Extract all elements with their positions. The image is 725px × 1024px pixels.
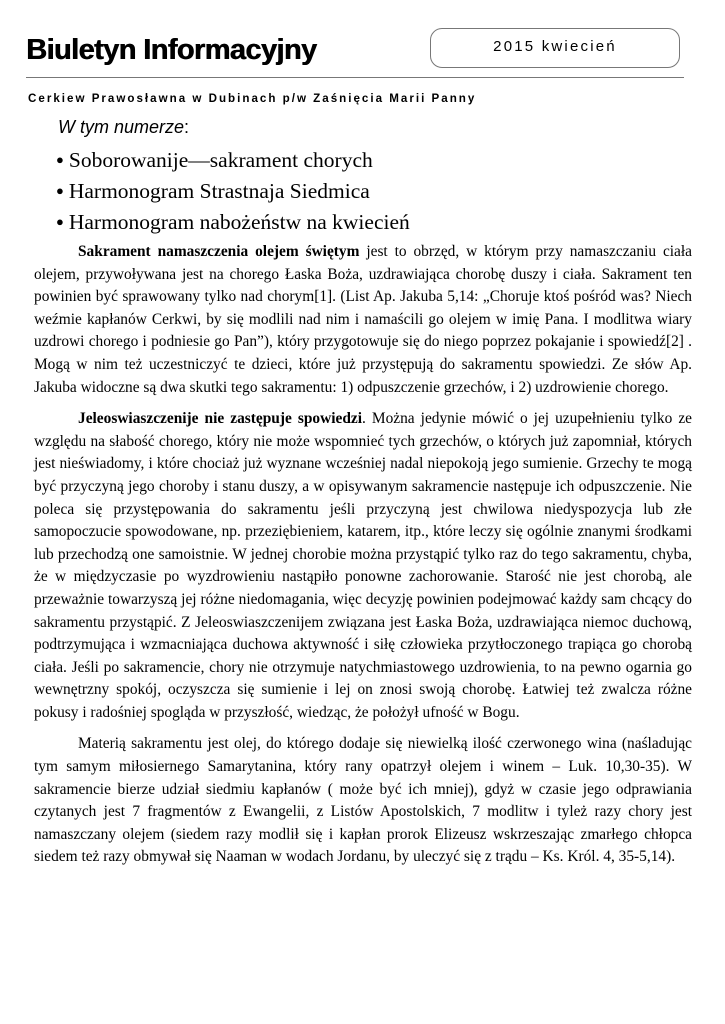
paragraph-text: . Można jedynie mówić o jej uzupełnieniu tylko ze względu na słabość chorego, który nie może wspomnieć tych grzechów, o których już zapomniał, których jest nieświadomy, i które chociaż już wyznane wcześniej nadal niepokoją jego sumienie. Grzechy te mogą być przyczyną jego choroby i stanu duszy, a w opisywanym sakramencie następuje ich odpuszczenie. Nie poleca się przystępowania do sakramentu jeśli przyczyną jest chwilowa niedyspozycja lub złe samopoczucie spowodowane, np. przeziębieniem, katarem, itp., które leczy się ogólnie znanymi środkami lub przechodzą one samoistnie. W jednej chorobie można przystąpić tylko raz do tego sakramentu, chyba, że w międzyczasie po wyzdrowieniu nastąpiło ponowne zachorowanie. Starość nie jest chorobą, ale przeważnie towarzyszą jej różne niedomagania, więc decyzję powinien podejmować każdy sam chcący do sakramentu przystąpić. Z Jeleoswiaszczenijem związana jest Łaska Boża, uzdrawiająca niemoc duchową, podtrzymująca i wzmacniająca duchowa aktywność i siłę człowieka przytłoczonego trapiąca go chorobą ciała. Jeśli po sakramencie, chory nie otrzymuje natychmiastowego uzdrowienia, to na pewno ogarnia go wewnętrzny spokój, oczyszcza się sumienie i lej on znosi swoją chorobę. Łatwiej też zwalcza różne pokusy i radośniej spogląda w przyszłość, wiedząc, że położył ufność w Bogu. xyxy=(34,410,692,721)
toc-item: ● Harmonogram Strastnaja Siedmica xyxy=(56,177,410,208)
toc-list xyxy=(56,146,410,239)
issue-date-box xyxy=(430,28,680,68)
article-paragraph xyxy=(34,241,692,399)
header-divider xyxy=(26,77,684,78)
paragraph-text: Materią sakramentu jest olej, do którego dodaje się niewielką ilość czerwonego wina (naśladując tym samym miłosiernego Samarytanina, który rany opatrzył olejem i winem – Luk. 10,30-35). W sakramencie bierze udział siedmiu kapłanów ( może być ich mniej), gdyż w czasie jego odprawiania czytanych jest 7 fragmentów z Ewangelii, z Listów Apostolskich, 7 modlitw i tyleż razy chory jest namaszczany olejem (siedem razy modlił się i kapłan prorok Elizeusz wskrzeszając zmarłego chłopca siedem też razy obmywał się Naaman w wodach Jordanu, by uleczyć się z trądu – Ks. Król. 4, 35-5,14). xyxy=(34,735,692,866)
newsletter-title: Biuletyn Informacyjny xyxy=(26,34,317,66)
toc-item: ● Harmonogram nabożeństw na kwiecień xyxy=(56,208,410,239)
paragraph-lead: Jeleoswiaszczenije nie zastępuje spowiedzi xyxy=(78,410,362,428)
article-body xyxy=(34,241,692,878)
toc-heading-text: W tym numerze xyxy=(58,117,185,137)
toc-heading-colon: : xyxy=(184,117,190,137)
parish-subtitle: Cerkiew Prawosławna w Dubinach p/w Zaśnięcia Marii Panny xyxy=(28,92,477,105)
article-paragraph xyxy=(34,733,692,869)
paragraph-text: jest to obrzęd, w którym przy namaszczaniu ciała olejem, przywoływana jest na chorego Łaska Boża, uzdrawiająca chorobę duszy i ciała. Sakrament ten powinien być sprawowany tylko nad chorym[1]. (List Ap. Jakuba 5,14: „Choruje ktoś pośród was? Niech weźmie kapłanów Cerkwi, by się modlili nad nim i namaścili go olejem w imię Pana. I modlitwa wiary uzdrowi chorego i podniesie go Pan”), który przygotowuje się do niego poprzez pokajanie i spowiedź[2] . Mogą w nim też uczestniczyć te dzieci, które już przystępują do sakramentu spowiedzi. Ze słów Ap. Jakuba widoczne są dwa skutki tego sakramentu: 1) odpuszczenie grzechów, i 2) uzdrowienie chorego. xyxy=(34,243,692,396)
toc-item: ● Soborowanije—sakrament chorych xyxy=(56,146,410,177)
paragraph-lead: Sakrament namaszczenia olejem świętym xyxy=(78,243,360,260)
issue-date: 2015 kwiecień xyxy=(493,38,617,55)
toc-heading xyxy=(58,117,189,138)
article-paragraph xyxy=(34,408,692,724)
